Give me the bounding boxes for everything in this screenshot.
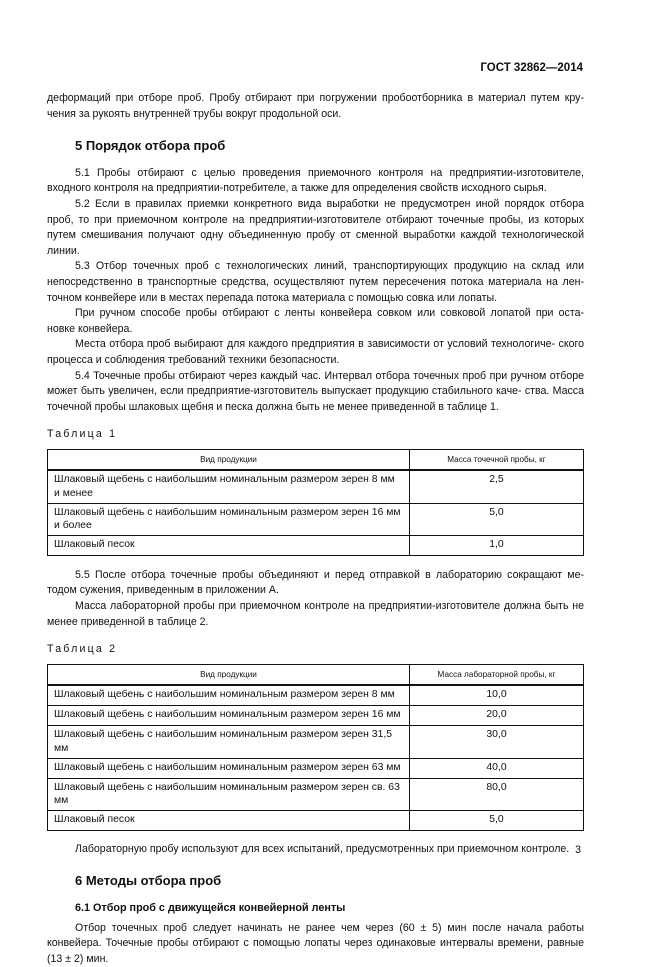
paragraph-5-5: 5.5 После отбора точечные пробы объединяют и перед отправкой в лабораторию сокращают ме- тодом сужения, приведенным в приложении А. (47, 568, 584, 597)
document-code: ГОСТ 32862—2014 (480, 62, 583, 74)
table-cell-product: Шлаковый песок (48, 535, 410, 555)
table-row (48, 535, 584, 555)
table-2-header-product: Вид продукции (48, 664, 410, 685)
table-cell-mass: 10,0 (410, 685, 584, 706)
table-row (48, 470, 584, 503)
table-cell-mass: 30,0 (410, 726, 584, 758)
paragraph-6-1: Отбор точечных проб следует начинать не ранее чем через (60 ± 5) мин после начала работы конвейера. Точечные пробы отбирают с помощью лопаты через одинаковые интервалы времени, равные (13 ± 2) мин. (47, 921, 584, 965)
table-cell-product: Шлаковый песок (48, 810, 410, 830)
paragraph-5-1: 5.1 Пробы отбирают с целью проведения приемочного контроля на предприятии-изготовителе, входного контроля на предприятии-потребителе, а также для определения свойств исходного сырья. (47, 166, 584, 195)
table-1-caption: Таблица 1 (47, 428, 118, 441)
table-cell-product: Шлаковый щебень с наибольшим номинальным размером зерен 8 мм (48, 685, 410, 706)
table-row (48, 758, 584, 778)
table-cell-mass: 80,0 (410, 778, 584, 810)
table-1-header-product: Вид продукции (48, 449, 410, 470)
paragraph-lab-sample-usage: Лабораторную пробу используют для всех испытаний, предусмотренных при приемочном контроле. (75, 842, 570, 855)
table-cell-product: Шлаковый щебень с наибольшим номинальным размером зерен 8 мм и менее (48, 470, 410, 503)
intro-paragraph: деформаций при отборе проб. Пробу отбирают при погружении пробоотборника в материал путем кру- чения за рукоять внутренней трубы вокруг продольной оси. (47, 92, 584, 120)
table-cell-mass: 5,0 (410, 810, 584, 830)
table-1-header-mass: Масса точечной пробы, кг (410, 449, 584, 470)
section-5-title: 5 Порядок отбора проб (75, 138, 226, 154)
table-cell-product: Шлаковый щебень с наибольшим номинальным размером зерен св. 63 мм (48, 778, 410, 810)
table-2-caption: Таблица 2 (47, 643, 118, 656)
table-cell-mass: 2,5 (410, 470, 584, 503)
table-row (48, 685, 584, 706)
table-row (48, 726, 584, 758)
table-cell-product: Шлаковый щебень с наибольшим номинальным размером зерен 16 мм и более (48, 503, 410, 535)
table-cell-mass: 20,0 (410, 706, 584, 726)
paragraph-5-3: 5.3 Отбор точечных проб с технологических линий, транспортирующих продукцию на склад или непосредственно в транспортные средства, осуществляют путем пересечения потока материала на лен- точном конвейере или в местах перепада потока материала с помощью совка или лопаты. (47, 260, 584, 304)
paragraph-sampling-places: Места отбора проб выбирают для каждого предприятия в зависимости от условий технологиче- ского процесса и соблюдения требований техники безопасности. (47, 338, 584, 366)
paragraph-5-2: 5.2 Если в правилах приемки конкретного вида выработки не предусмотрен иной порядок отбора проб, то при приемочном контроле на предприятии-изготовителе отбирают точечные пробы, из которых путем смешивания получают одну объединенную пробу от сменной выработки каждой технологической линии. (47, 197, 584, 257)
table-row (48, 810, 584, 830)
table-2 (47, 664, 584, 831)
table-row (48, 778, 584, 810)
paragraph-5-4: 5.4 Точечные пробы отбирают через каждый час. Интервал отбора точечных проб при ручном отборе может быть увеличен, если предприятие-изготовитель выпускает продукцию стабильного каче- ства. Масса точечной пробы шлаковых щебня и песка должна быть не менее приведенной в таблице 1. (47, 369, 584, 413)
page-content (47, 91, 584, 967)
table-1 (47, 449, 584, 556)
table-2-header-mass: Масса лабораторной пробы, кг (410, 664, 584, 685)
table-cell-product: Шлаковый щебень с наибольшим номинальным размером зерен 31,5 мм (48, 726, 410, 758)
table-row (48, 706, 584, 726)
page-number: 3 (575, 844, 581, 856)
paragraph-lab-sample-mass: Масса лабораторной пробы при приемочном контроле на предприятии-изготовителе должна быть не менее приведенной в таблице 2. (47, 600, 584, 628)
paragraph-manual-sampling: При ручном способе пробы отбирают с ленты конвейера совком или совковой лопатой при оста- новке конвейера. (47, 307, 584, 335)
table-cell-mass: 40,0 (410, 758, 584, 778)
table-cell-mass: 5,0 (410, 503, 584, 535)
table-row (48, 503, 584, 535)
table-cell-mass: 1,0 (410, 535, 584, 555)
table-cell-product: Шлаковый щебень с наибольшим номинальным размером зерен 63 мм (48, 758, 410, 778)
table-cell-product: Шлаковый щебень с наибольшим номинальным размером зерен 16 мм (48, 706, 410, 726)
subsection-6-1-title: 6.1 Отбор проб с движущейся конвейерной ленты (75, 901, 346, 914)
section-6-title: 6 Методы отбора проб (75, 873, 222, 889)
